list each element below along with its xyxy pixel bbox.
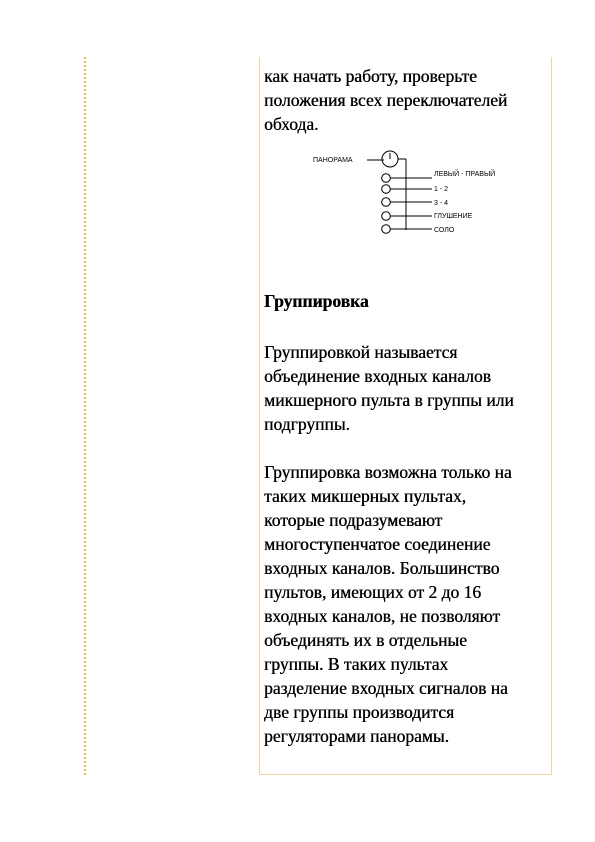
switch-diagram: [310, 145, 510, 240]
switch-1-2: [382, 185, 448, 194]
switch-solo: [382, 225, 455, 234]
switch-icon: [382, 174, 391, 183]
text-line: Группировкой называется: [264, 342, 458, 362]
switch-mute: [382, 212, 473, 221]
switch-icon: [382, 198, 391, 207]
text-line: объединять их в отдельные: [264, 630, 467, 650]
text-line: пультов, имеющих от 2 до 16: [264, 582, 482, 602]
switch-left-right: [382, 169, 495, 182]
text-line: положения всех переключателей: [264, 90, 508, 110]
left-margin-rule: [84, 57, 86, 775]
paragraph-intro: [264, 64, 554, 136]
text-line: две группы производится: [264, 702, 454, 722]
text-line: подгруппы.: [264, 414, 350, 434]
switch-icon: [382, 225, 391, 234]
section-heading: Группировка: [264, 291, 369, 311]
text-line: регуляторами панорамы.: [264, 726, 449, 746]
switch-label: 1 - 2: [434, 186, 449, 193]
text-line: многоступенчатое соединение: [264, 534, 491, 554]
switch-icon: [382, 185, 391, 194]
switch-icon: [382, 212, 391, 221]
text-line: Группировка возможна только на: [264, 462, 512, 482]
text-line: микшерного пульта в группы или: [264, 390, 514, 410]
text-line: как начать работу, проверьте: [264, 66, 477, 86]
text-line: разделение входных сигналов на: [264, 678, 508, 698]
pan-label: ПАНОРАМА: [313, 157, 353, 164]
paragraph-definition: [264, 340, 554, 436]
switch-label: 3 - 4: [434, 200, 449, 207]
text-line: входных каналов. Большинство: [264, 558, 500, 578]
text-line: таких микшерных пультах,: [264, 486, 466, 506]
switch-3-4: [382, 198, 448, 207]
switch-label: ЛЕВЫЙ - ПРАВЫЙ: [434, 171, 496, 178]
switch-label: ГЛУШЕНИЕ: [434, 213, 473, 220]
text-line: входных каналов, не позволяют: [264, 606, 501, 626]
text-line: объединение входных каналов: [264, 366, 491, 386]
text-line: которые подразумевают: [264, 510, 443, 530]
switch-label: СОЛО: [434, 227, 455, 234]
paragraph-details: [264, 460, 554, 748]
text-line: обхода.: [264, 114, 319, 134]
text-line: группы. В таких пультах: [264, 654, 449, 674]
